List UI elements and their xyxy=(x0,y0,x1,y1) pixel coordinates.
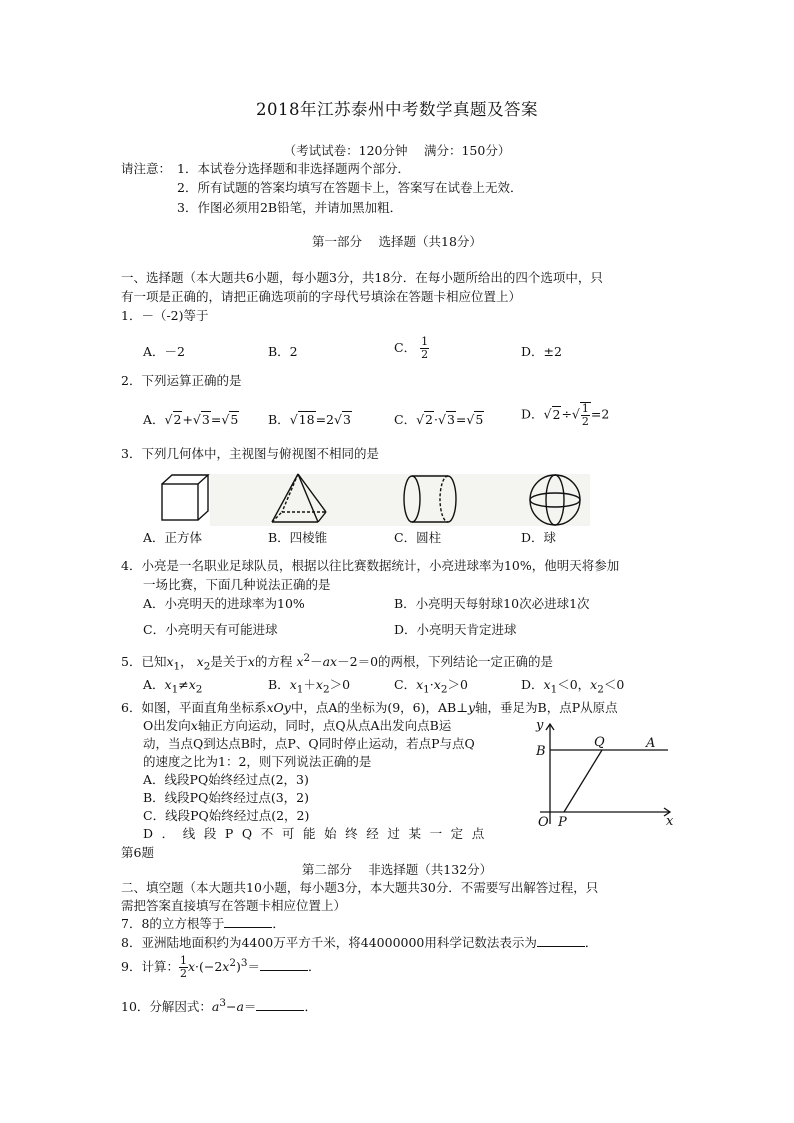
section1-intro-line2: 有一项是正确的，请把正确选项前的字母代号填涂在答题卡相应位置上） xyxy=(121,289,522,304)
notice-2: 2．所有试题的答案均填写在答题卡上，答案写在试卷上无效． xyxy=(177,180,523,195)
q1-option-c-label: C． xyxy=(394,340,417,356)
segment-pq xyxy=(564,750,602,812)
q5-stem: 5．已知$x_1$， $x_2$是关于x的方程 $x^2-ax-2=0$的两根，下列结论一定正确的是 xyxy=(121,652,554,673)
notice-label: 请注意： xyxy=(121,161,172,176)
q6-option-b: B．线段PQ始终经过点(3，2) xyxy=(143,790,310,805)
section2-intro-line1: 二、填空题（本大题共10小题，每小题3分，本大题共30分．不需要写出解答过程，只 xyxy=(121,880,599,895)
q1-option-d: D．±2 xyxy=(521,344,562,359)
part2-heading: 第二部分 非选择题（共132分） xyxy=(301,862,493,877)
q4-option-a: A．小亮明天的进球率为10% xyxy=(143,596,305,611)
q3-option-c: C．圆柱 xyxy=(394,530,442,545)
cube-icon xyxy=(162,475,208,520)
q6-line3: 动，当点Q到达点B时，点P、Q同时停止运动，若点P与点Q xyxy=(143,736,475,751)
q3-option-b: B．四棱锥 xyxy=(268,530,328,545)
q3-option-a: A．正方体 xyxy=(143,530,203,545)
fig-label-q: Q xyxy=(594,735,605,750)
q6-figure-caption: 第6题 xyxy=(121,845,154,860)
fig-label-b: B xyxy=(536,744,546,759)
q2-option-b: B．√18=2√3 xyxy=(268,412,351,427)
fig-label-p: P xyxy=(558,815,567,830)
q6-option-c: C．线段PQ始终经过点(2，2) xyxy=(143,808,310,823)
q2-option-c: C．√2·√3=√5 xyxy=(394,412,484,427)
part1-heading: 第一部分 选择题（共18分） xyxy=(312,234,482,249)
q5-option-b: B．$x_1+x_2>0$ xyxy=(268,677,351,696)
q6-line4: 的速度之比为1：2，则下列说法正确的是 xyxy=(143,754,372,769)
q7-answer-blank[interactable] xyxy=(224,917,272,928)
q4-option-c: C．小亮明天有可能进球 xyxy=(143,622,278,637)
q6-line1: 6．如图，平面直角坐标系xOy中，点A的坐标为(9，6)，AB⊥y轴，垂足为B，点P从原点 xyxy=(121,700,618,715)
q1-option-b: B．2 xyxy=(268,344,298,359)
q6-coordinate-figure xyxy=(530,716,680,830)
q3-solids-figure xyxy=(150,470,590,530)
page-title: 2018年江苏泰州中考数学真题及答案 xyxy=(256,100,538,119)
q5-option-a: A．$x_1\ne x_2$ xyxy=(143,677,203,696)
q2-option-a: A．√2+√3=√5 xyxy=(143,412,239,427)
q6-option-d: D．线段PQ不可能始终经过某一定点 xyxy=(143,826,493,841)
q5-option-c: C．$x_1\cdot x_2>0$ xyxy=(394,677,468,696)
q3-option-d: D．球 xyxy=(521,530,557,545)
q10-stem: 10．分解因式：$a^3-a=$ ． xyxy=(121,997,317,1015)
q4-option-b: B．小亮明天每射球10次必进球1次 xyxy=(394,596,590,611)
notice-1: 1．本试卷分选择题和非选择题两个部分． xyxy=(177,161,410,176)
q5-option-d: D．$x_1<0$，$x_2<0$ xyxy=(521,677,625,696)
q2-stem: 2．下列运算正确的是 xyxy=(121,373,242,388)
q3-stem: 3．下列几何体中，主视图与俯视图不相同的是 xyxy=(121,446,379,461)
fig-label-y: y xyxy=(536,718,544,733)
notice-3: 3．作图必须用2B铅笔，并请加黑加粗． xyxy=(177,200,403,215)
scan-smudge xyxy=(210,474,590,526)
section2-intro-line2: 需把答案直接填写在答题卡相应位置上） xyxy=(121,898,347,913)
q1-option-c xyxy=(394,336,429,361)
q1-option-a: A．－2 xyxy=(143,344,185,359)
q4-line1: 4．小亮是一名职业足球队员，根据以往比赛数据统计，小亮进球率为10%，他明天将参加 xyxy=(121,558,620,573)
q9-answer-blank[interactable] xyxy=(260,960,308,971)
q8-stem: 8．亚洲陆地面积约为4400万平方千米，将44000000用科学记数法表示为 ． xyxy=(121,935,598,950)
q9-stem: 9．计算： $\frac{1}{2}$ $x\cdot(-2x^2)^3=$ ． xyxy=(121,954,321,981)
fig-label-o: O xyxy=(538,815,549,830)
q1-fraction: $\frac{1}{2}$ xyxy=(421,335,429,362)
q6-line2: O出发向x轴正方向运动，同时，点Q从点A出发向点B运 xyxy=(143,718,452,733)
exam-meta: （考试试卷：120分钟 满分：150分） xyxy=(283,143,511,158)
q7-stem: 7．8的立方根等于 ． xyxy=(121,916,285,931)
section1-intro-line1: 一、选择题（本大题共6小题，每小题3分，共18分．在每小题所给出的四个选项中，只 xyxy=(121,270,603,285)
q1-stem: 1．－（-2)等于 xyxy=(121,308,209,323)
q2-option-d: D．√2÷√ $\frac{1}{2}$ =2 xyxy=(521,402,610,429)
q8-answer-blank[interactable] xyxy=(537,936,585,947)
q10-answer-blank[interactable] xyxy=(256,1000,304,1011)
q4-option-d: D．小亮明天肯定进球 xyxy=(394,622,517,637)
q4-line2: 一场比赛，下面几种说法正确的是 xyxy=(143,577,331,592)
q6-option-a: A．线段PQ始终经过点(2，3) xyxy=(143,772,309,787)
fig-label-x: x xyxy=(666,814,674,829)
fig-label-a: A xyxy=(646,736,656,751)
